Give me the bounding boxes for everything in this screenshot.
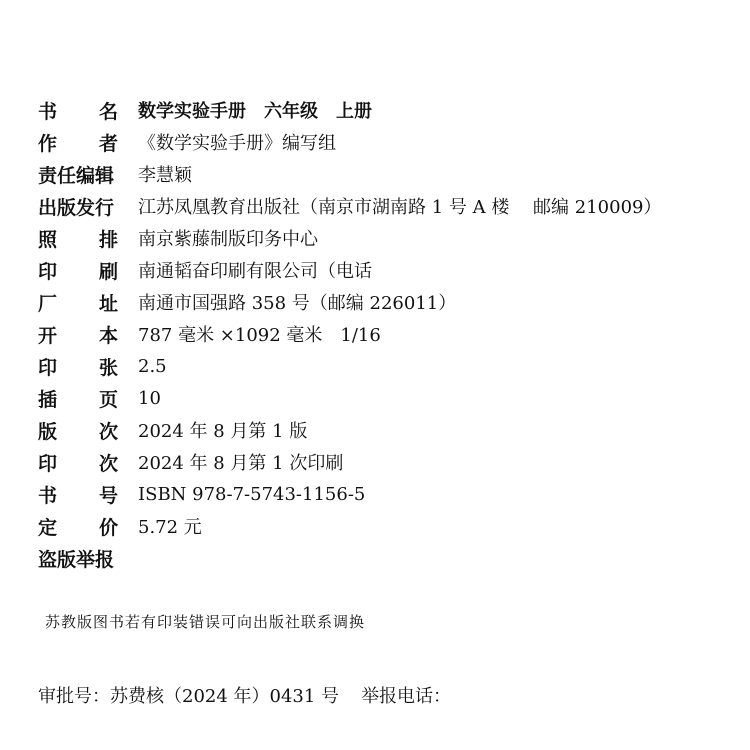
row-impression: [38, 446, 738, 478]
label-factory-address: [38, 289, 118, 316]
row-book-title: [38, 94, 738, 126]
label-impression: [38, 449, 118, 476]
label-char: 插: [38, 388, 58, 411]
value-inserts: 10: [138, 387, 161, 409]
row-format: [38, 318, 738, 350]
label-char: 印: [38, 356, 58, 379]
approval-line: [38, 682, 451, 708]
value-book-title: 数学实验手册 六年级 上册: [138, 101, 372, 122]
row-factory-address: [38, 286, 738, 318]
label-printing: [38, 257, 118, 284]
label-isbn: [38, 481, 118, 508]
label-char: 印: [38, 452, 58, 475]
row-editor: [38, 158, 738, 190]
label-sheets: [38, 353, 118, 380]
label-editor: 责任编辑: [38, 164, 115, 187]
row-typesetting: [38, 222, 738, 254]
label-char: 印: [38, 260, 58, 283]
label-char: 厂: [38, 292, 58, 315]
label-char: 刷: [98, 260, 118, 283]
row-edition: [38, 414, 738, 446]
label-char: 排: [98, 228, 118, 251]
print-defect-notice: 苏教版图书若有印装错误可向出版社联系调换: [45, 613, 366, 631]
row-publisher: [38, 190, 738, 222]
label-char: 张: [98, 356, 118, 379]
label-char: 址: [98, 292, 118, 315]
label-author: [38, 129, 118, 156]
label-char: 名: [98, 100, 118, 123]
label-book-title: [38, 97, 118, 124]
row-printing: [38, 254, 738, 286]
label-char: 次: [98, 420, 118, 443]
label-char: 作: [38, 132, 58, 155]
approval-number: 审批号：苏费核（2024 年）0431 号: [38, 686, 340, 707]
label-char: 书: [38, 100, 58, 123]
row-price: [38, 510, 738, 542]
label-char: 书: [38, 484, 58, 507]
value-impression: 2024 年 8 月第 1 次印刷: [138, 453, 344, 474]
row-isbn: [38, 478, 738, 510]
label-char: 本: [98, 324, 118, 347]
value-editor: 李慧颖: [138, 165, 192, 186]
label-char: 页: [98, 388, 118, 411]
value-printing: 南通韬奋印刷有限公司（电话: [138, 261, 372, 282]
value-typesetting: 南京紫藤制版印务中心: [138, 229, 318, 250]
row-piracy-report: [38, 542, 738, 574]
label-char: 照: [38, 228, 58, 251]
label-inserts: [38, 385, 118, 412]
report-phone-label: 举报电话：: [361, 686, 452, 707]
label-char: 定: [38, 516, 58, 539]
label-price: [38, 513, 118, 540]
label-typesetting: [38, 225, 118, 252]
row-sheets: [38, 350, 738, 382]
label-edition: [38, 417, 118, 444]
label-char: 开: [38, 324, 58, 347]
value-format: 787 毫米 ×1092 毫米 1/16: [138, 325, 381, 346]
row-inserts: [38, 382, 738, 414]
value-factory-address: 南通市国强路 358 号（邮编 226011）: [138, 293, 457, 314]
row-author: [38, 126, 738, 158]
label-char: 者: [98, 132, 118, 155]
label-char: 号: [98, 484, 118, 507]
value-isbn: ISBN 978-7-5743-1156-5: [138, 483, 366, 505]
label-publisher: 出版发行: [38, 196, 115, 219]
value-edition: 2024 年 8 月第 1 版: [138, 421, 308, 442]
colophon-block: [38, 94, 738, 574]
label-char: 次: [98, 452, 118, 475]
value-publisher: 江苏凤凰教育出版社（南京市湖南路 1 号 A 楼 邮编 210009）: [138, 197, 662, 218]
label-char: 版: [38, 420, 58, 443]
label-char: 价: [98, 516, 118, 539]
value-sheets: 2.5: [138, 355, 167, 377]
label-piracy-report: 盗版举报: [38, 548, 115, 571]
value-author: 《数学实验手册》编写组: [138, 133, 336, 154]
value-price: 5.72 元: [138, 517, 202, 538]
label-format: [38, 321, 118, 348]
